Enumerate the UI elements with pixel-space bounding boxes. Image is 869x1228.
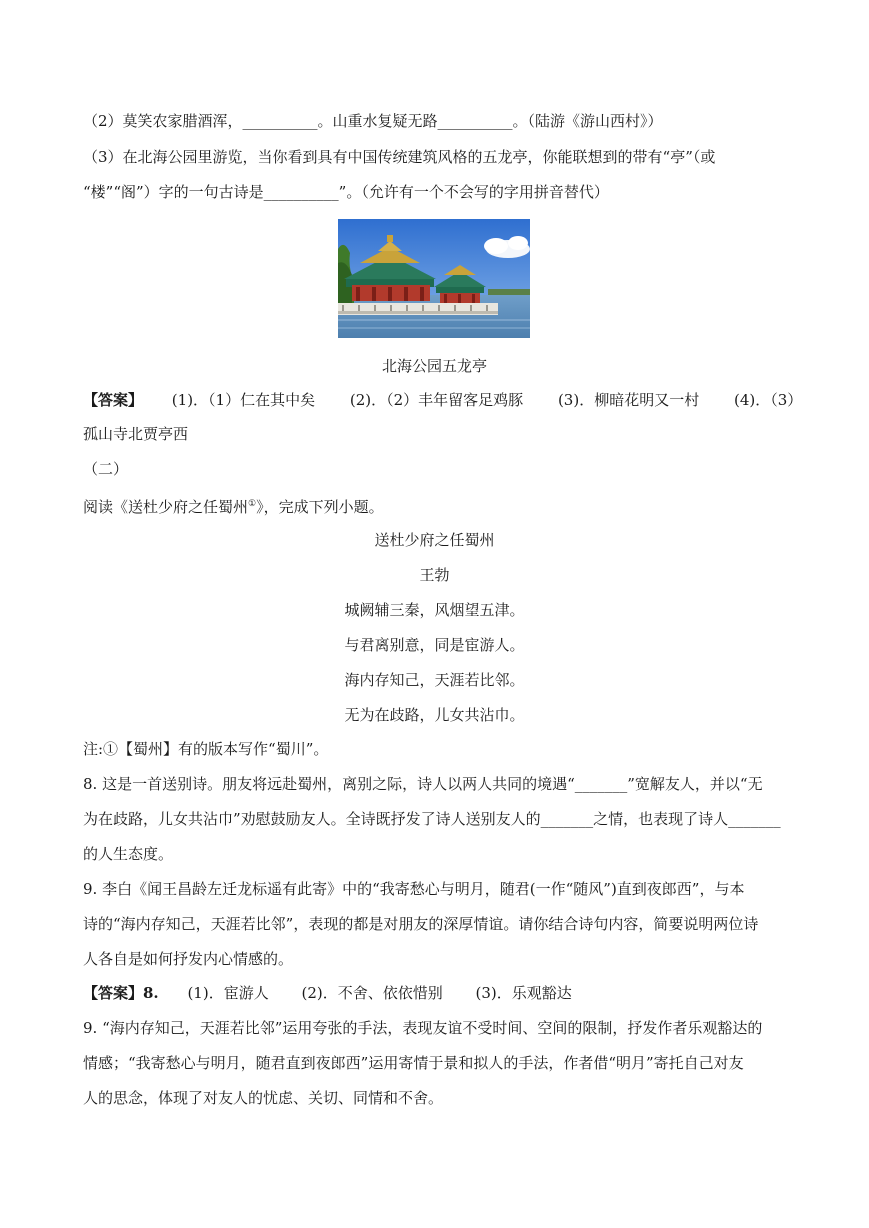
answer-1-line (83, 390, 802, 410)
answer-label: 【答案】8. (83, 984, 159, 1002)
question-8-line: 8. 这是一首送别诗。朋友将远赴蜀州，离别之际，诗人以两人共同的境遇“_______”宽解友人，并以“无 (83, 775, 763, 793)
poem-author: 王勃 (419, 566, 450, 584)
answer-item: (4)．（3） (733, 391, 803, 409)
question-3-line-2: “楼”“阁”）字的一句古诗是__________”。（允许有一个不会写的字用拼音替代） (83, 183, 609, 201)
reading-intro-text: 阅读《送杜少府之任蜀州 (83, 498, 249, 516)
wulong-pavilion-photo (338, 219, 530, 338)
question-8-line: 为在歧路，儿女共沾巾”劝慰鼓励友人。全诗既抒发了诗人送别友人的_______之情，也表现了诗人_______ (83, 810, 781, 828)
answer-item: (1)．宦游人 (187, 984, 269, 1002)
answer-item: (1)．（1）仁在其中矣 (171, 391, 316, 409)
answer-9-line: 情感；“我寄愁心与明月，随君直到夜郎西”运用寄情于景和拟人的手法，作者借“明月”寄托自己对友 (83, 1054, 744, 1072)
poem-line: 无为在歧路，儿女共沾巾。 (344, 706, 525, 724)
reading-intro (83, 494, 384, 517)
question-3-line-1: （3）在北海公园里游览，当你看到具有中国传统建筑风格的五龙亭，你能联想到的带有“亭”（或 (83, 148, 716, 166)
footnote-marker: ① (248, 499, 257, 509)
reading-intro-text: 》，完成下列小题。 (256, 498, 384, 516)
question-9-line: 人各自是如何抒发内心情感的。 (83, 950, 294, 968)
question-9-line: 9. 李白《闻王昌龄左迁龙标遥有此寄》中的“我寄愁心与明月，随君(一作“随风”)直到夜郎西”，与本 (83, 880, 745, 898)
poem-line: 城阙辅三秦，风烟望五津。 (344, 601, 525, 619)
answer-label: 【答案】 (83, 391, 144, 409)
footnote: 注:①【蜀州】有的版本写作“蜀川”。 (83, 740, 329, 758)
answer-item: (3)．柳暗花明又一村 (557, 391, 700, 409)
answer-9-line: 9. “海内存知己，天涯若比邻”运用夸张的手法，表现友谊不受时间、空间的限制，抒发作者乐观豁达的 (83, 1019, 763, 1037)
question-2-line: （2）莫笑农家腊酒浑，__________。山重水复疑无路__________。（陆游《游山西村》） (83, 112, 663, 130)
answer-item: (2)．不舍、依依惜别 (301, 984, 443, 1002)
poem-title: 送杜少府之任蜀州 (374, 531, 495, 549)
image-caption: 北海公园五龙亭 (381, 357, 487, 375)
poem-line: 与君离别意，同是宦游人。 (344, 636, 525, 654)
question-8-line: 的人生态度。 (83, 845, 174, 863)
question-9-line: 诗的“海内存知己，天涯若比邻”，表现的都是对朋友的深厚情谊。请你结合诗句内容，简要说明两位诗 (83, 915, 759, 933)
answer-item: (2)．（2）丰年留客足鸡豚 (349, 391, 524, 409)
section-heading: （二） (83, 460, 129, 478)
answer-item: (3)．乐观豁达 (475, 984, 572, 1002)
answer-2-line (83, 983, 572, 1003)
answer-9-line: 人的思念，体现了对友人的忧虑、关切、同情和不舍。 (83, 1089, 444, 1107)
answer-1-continuation: 孤山寺北贾亭西 (83, 425, 189, 443)
poem-line: 海内存知己，天涯若比邻。 (344, 671, 525, 689)
